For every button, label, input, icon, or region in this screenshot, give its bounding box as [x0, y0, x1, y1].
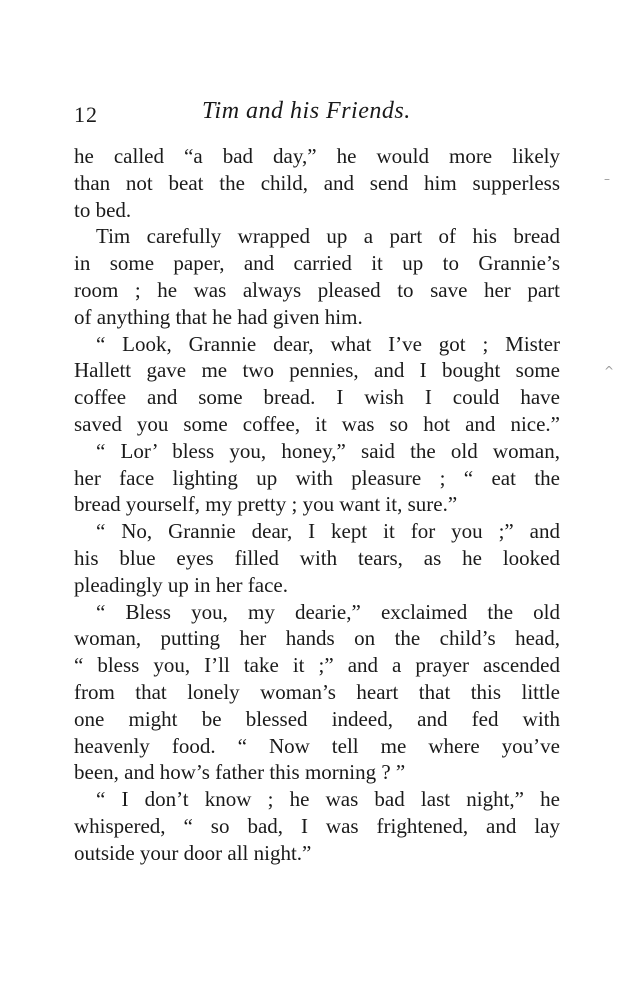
- text-line: been, and how’s father this morning ? ”: [74, 760, 406, 785]
- text-line: one might be blessed indeed, and fed with: [74, 706, 560, 731]
- body-text: [74, 143, 560, 867]
- text-line: saved you some coffee, it was so hot and nice.”: [74, 411, 560, 436]
- text-line: than not beat the child, and send him supperless: [74, 170, 560, 195]
- text-line: to bed.: [74, 197, 132, 222]
- text-line: Hallett gave me two pennies, and I bought some: [74, 358, 560, 383]
- text-line: his blue eyes filled with tears, as he looked: [74, 545, 560, 570]
- text-line: he called “a bad day,” he would more likely: [74, 144, 560, 168]
- text-line: “ Lor’ bless you, honey,” said the old woman,: [96, 438, 560, 463]
- text-line: whispered, “ so bad, I was frightened, and lay: [74, 813, 560, 838]
- text-line: bread yourself, my pretty ; you want it, sure.”: [74, 492, 458, 517]
- page-number: 12: [74, 102, 98, 127]
- margin-dash-mark: –: [604, 172, 610, 186]
- text-line: outside your door all night.”: [74, 840, 312, 865]
- text-line: “ Look, Grannie dear, what I’ve got ; Mister: [96, 331, 560, 356]
- text-line: pleadingly up in her face.: [74, 572, 288, 597]
- text-line: in some paper, and carried it up to Grannie’s: [74, 251, 560, 276]
- text-line: room ; he was always pleased to save her part: [74, 277, 560, 302]
- text-line: her face lighting up with pleasure ; “ eat the: [74, 465, 560, 490]
- margin-caret-mark: ^: [604, 364, 615, 378]
- text-line: coffee and some bread. I wish I could have: [74, 385, 560, 410]
- text-line: heavenly food. “ Now tell me where you’ve: [74, 733, 560, 758]
- text-line: from that lonely woman’s heart that this little: [74, 679, 560, 704]
- text-line: “ I don’t know ; he was bad last night,” he: [96, 787, 560, 812]
- text-line: Tim carefully wrapped up a part of his bread: [96, 224, 560, 249]
- running-title: Tim and his Friends.: [202, 98, 411, 124]
- page-header: [74, 98, 564, 138]
- text-line: “ Bless you, my dearie,” exclaimed the old: [96, 599, 560, 624]
- text-line: “ No, Grannie dear, I kept it for you ;” and: [96, 519, 560, 544]
- text-line: of anything that he had given him.: [74, 304, 363, 329]
- text-line: woman, putting her hands on the child’s head,: [74, 626, 560, 651]
- text-line: “ bless you, I’ll take it ;” and a prayer ascended: [74, 653, 560, 678]
